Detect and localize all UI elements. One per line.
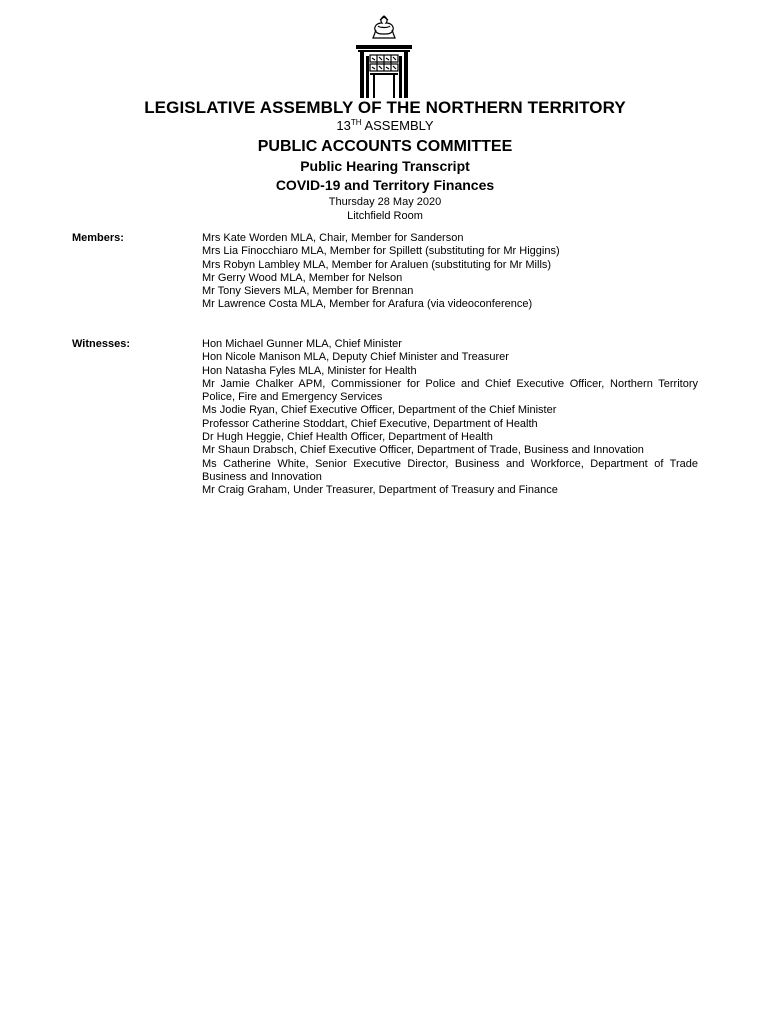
witness-item: Hon Nicole Manison MLA, Deputy Chief Minister and Treasurer <box>202 351 509 364</box>
committee-title: PUBLIC ACCOUNTS COMMITTEE <box>257 138 513 155</box>
member-item: Mr Lawrence Costa MLA, Member for Arafura (via videoconference) <box>202 298 533 311</box>
hearing-date: Thursday 28 May 2020 <box>328 196 442 208</box>
hearing-room: Litchfield Room <box>347 210 423 222</box>
witness-item: Hon Michael Gunner MLA, Chief Minister <box>202 338 402 350</box>
witness-item: Professor Catherine Stoddart, Chief Executive, Department of Health <box>202 417 538 430</box>
witness-item: Mr Jamie Chalker APM, Commissioner for Police and Chief Executive Officer, Northern Territory Police, Fire and Emergency Services <box>202 377 698 404</box>
parliament-crest-icon <box>352 14 416 98</box>
witness-item: Ms Jodie Ryan, Chief Executive Officer, Department of the Chief Minister <box>202 404 557 417</box>
member-item: Mr Gerry Wood MLA, Member for Nelson <box>202 271 403 284</box>
witness-item: Hon Natasha Fyles MLA, Minister for Health <box>202 364 417 377</box>
assembly-word: ASSEMBLY <box>361 118 434 133</box>
member-item: Mrs Kate Worden MLA, Chair, Member for Sanderson <box>202 232 464 244</box>
assembly-line <box>0 118 770 134</box>
member-item: Mrs Robyn Lambley MLA, Member for Araluen (substituting for Mr Mills) <box>202 258 552 271</box>
document-header <box>0 98 770 223</box>
witness-item: Mr Craig Graham, Under Treasurer, Department of Treasury and Finance <box>202 484 558 497</box>
witnesses-label: Witnesses: <box>72 338 130 350</box>
witness-item: Dr Hugh Heggie, Chief Health Officer, Department of Health <box>202 431 493 444</box>
witness-item: Ms Catherine White, Senior Executive Director, Business and Workforce, Department of Trade Business and Innovation <box>202 457 698 483</box>
members-label: Members: <box>72 232 124 244</box>
witness-item: Mr Shaun Drabsch, Chief Executive Officer, Department of Trade, Business and Innovation <box>202 444 644 457</box>
assembly-number: 13 <box>336 118 351 133</box>
assembly-ordinal-suffix: TH <box>350 118 362 127</box>
member-item: Mrs Lia Finocchiaro MLA, Member for Spillett (substituting for Mr Higgins) <box>202 245 560 258</box>
member-item: Mr Tony Sievers MLA, Member for Brennan <box>202 285 414 298</box>
document-type: Public Hearing Transcript <box>300 158 470 174</box>
hearing-topic: COVID-19 and Territory Finances <box>275 177 495 193</box>
members-list <box>202 232 698 312</box>
witnesses-list <box>202 338 698 498</box>
organisation-title: LEGISLATIVE ASSEMBLY OF THE NORTHERN TERRITORY <box>144 98 626 117</box>
